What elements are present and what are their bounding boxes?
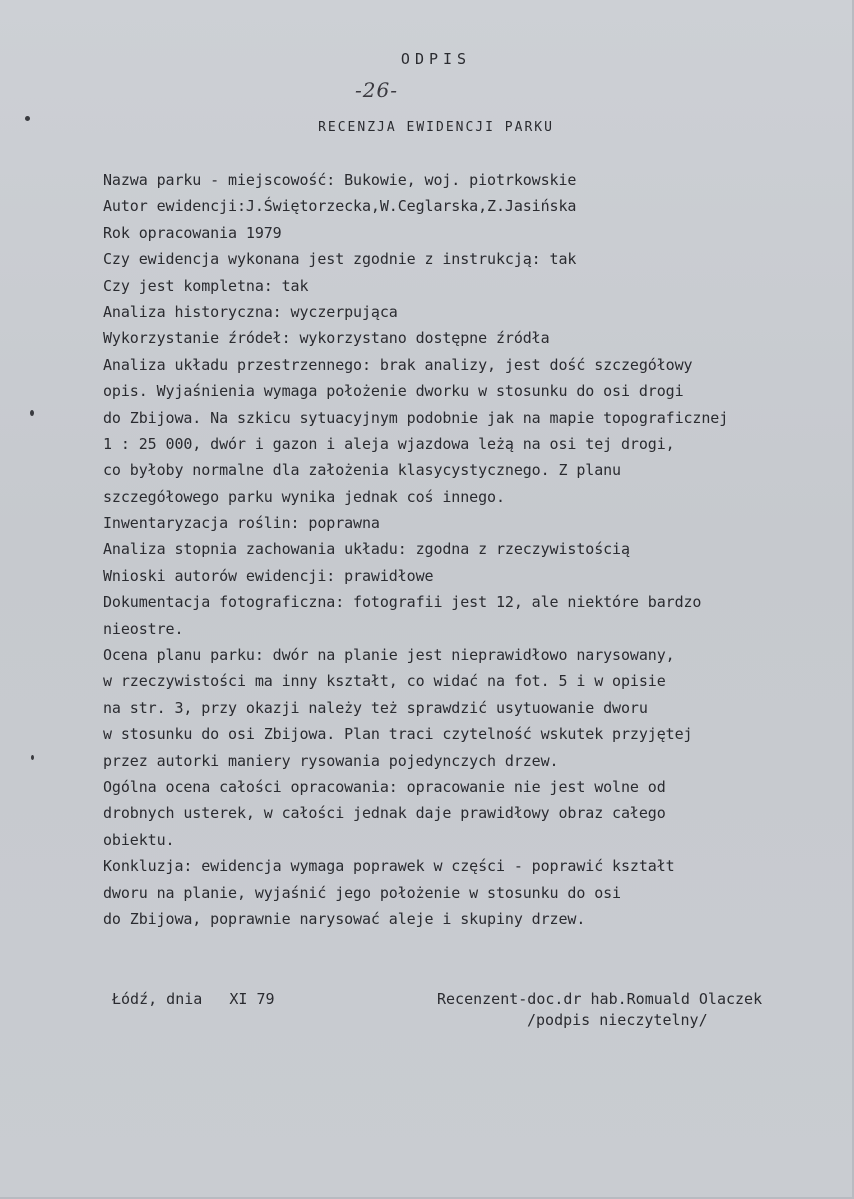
body-line: Ogólna ocena całości opracowania: opracowanie nie jest wolne od [103,777,666,796]
body-line: Analiza układu przestrzennego: brak analizy, jest dość szczegółowy [103,355,693,374]
body-line: dworu na planie, wyjaśnić jego położenie w stosunku do osi [103,883,621,902]
body-line: Analiza stopnia zachowania układu: zgodna z rzeczywistością [103,540,630,559]
body-line: nieostre. [103,619,184,638]
body-line: Inwentaryzacja roślin: poprawna [103,514,380,533]
body-line: Czy jest kompletna: tak [103,276,309,295]
body-line: do Zbijowa, poprawnie narysować aleje i skupiny drzew. [103,909,586,928]
body-line: Wnioski autorów ewidencji: prawidłowe [103,566,434,585]
handwritten-page-number: -26- [355,78,398,102]
body-line: Rok opracowania 1979 [103,223,282,242]
body-line: Dokumentacja fotograficzna: fotografii jest 12, ale niektóre bardzo [103,593,702,612]
odpis-heading: ODPIS [400,50,472,68]
body-line: drobnych usterek, w całości jednak daje prawidłowy obraz całego [103,804,666,823]
body-line: do Zbijowa. Na szkicu sytuacyjnym podobnie jak na mapie topograficznej [103,408,729,427]
body-line: 1 : 25 000, dwór i gazon i aleja wjazdowa leżą na osi tej drogi, [103,434,675,453]
body-line: co byłoby normalne dla założenia klasycystycznego. Z planu [103,461,621,480]
body-line: w stosunku do osi Zbijowa. Plan traci czytelność wskutek przyjętej [103,725,693,744]
body-line: przez autorki maniery rysowania pojedynczych drzew. [103,751,559,770]
body-line: obiektu. [103,830,175,849]
body-line: Analiza historyczna: wyczerpująca [103,302,398,321]
body-line: Wykorzystanie źródeł: wykorzystano dostępne źródła [103,329,550,348]
margin-mark [31,755,34,760]
body-line: opis. Wyjaśnienia wymaga położenie dworku w stosunku do osi drogi [103,382,684,401]
body-line: na str. 3, przy okazji należy też sprawdzić usytuowanie dworu [103,698,648,717]
reviewer-name: Recenzent-doc.dr hab.Romuald Olaczek [437,990,763,1008]
body-line: szczegółowego parku wynika jednak coś innego. [103,487,505,506]
place-and-date: Łódź, dnia XI 79 [112,990,275,1008]
margin-mark [30,410,34,416]
body-line: Autor ewidencji:J.Świętorzecka,W.Ceglarska,Z.Jasińska [103,197,577,216]
margin-mark [25,116,30,121]
body-line: Konkluzja: ewidencja wymaga poprawek w części - poprawić kształt [103,857,675,876]
body-line: Ocena planu parku: dwór na planie jest nieprawidłowo narysowany, [103,646,675,665]
body-line: Nazwa parku - miejscowość: Bukowie, woj. piotrkowskie [103,171,577,189]
review-body [103,167,848,932]
body-line: w rzeczywistości ma inny kształt, co widać na fot. 5 i w opisie [103,672,666,691]
body-line: Czy ewidencja wykonana jest zgodnie z instrukcją: tak [103,250,577,269]
signature-note: /podpis nieczytelny/ [527,1011,708,1029]
document-title: RECENZJA EWIDENCJI PARKU [318,120,554,135]
